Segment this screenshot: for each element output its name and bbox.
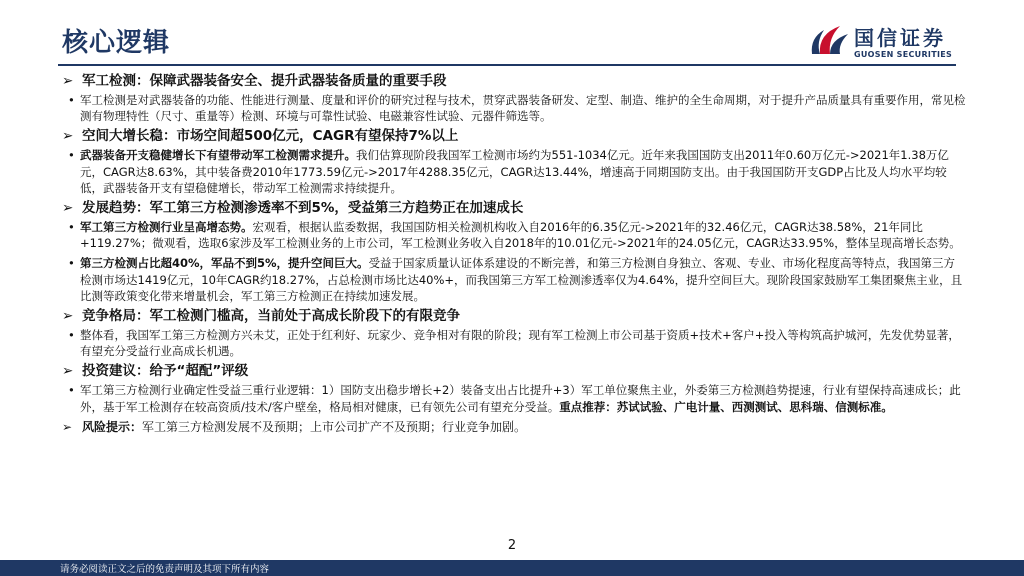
bullet-dot-icon: • [68, 328, 75, 343]
footer-bar [0, 560, 1024, 576]
bullet-lead: 武器装备开支稳健增长下有望带动军工检测需求提升。 [80, 148, 356, 163]
section-title: 军工检测：保障武器装备安全、提升武器装备质量的重要手段 [82, 73, 447, 89]
bullet-text: 整体看，我国军工第三方检测方兴未艾，正处于红利好、玩家少、竞争相对有限的阶段；现有军工检测上市公司基于资质+技术+客户+投入等构筑高护城河，先发优势显著，有望充分受益行业高成长机遇。 [80, 328, 960, 359]
slide-content [62, 70, 966, 438]
bullet-dot-icon: • [68, 220, 75, 235]
recommended-stocks: 重点推荐：苏试试验、广电计量、西测测试、思科瑞、信测标准。 [559, 399, 893, 414]
page-number: 2 [507, 538, 517, 553]
bullet-item [62, 92, 966, 124]
bullet-item [62, 255, 966, 304]
bullet-dot-icon: • [68, 148, 75, 163]
bullet-dot-icon: • [68, 383, 75, 398]
risk-heading: 风险提示： [82, 419, 143, 434]
header-divider [58, 64, 956, 66]
bullet-text: 我们估算现阶段我国军工检测市场约为551-1034亿元。近年来我国国防支出2011年0.60万亿元->2021年1.38万亿元，CAGR达8.63%，其中装备费2010年1773.59亿元->2017年4288.35亿元，CAGR达13.44%，增速高于同期国防支出。由于我国国防开支GDP占比及人均水平均较低，武器装备开支有望稳健增长，带动军工检测需求持续提升。 [80, 148, 949, 195]
bullet-dot-icon: • [68, 256, 75, 271]
arrow-right-icon: ➢ [62, 73, 74, 89]
section-title: 投资建议：给予“超配”评级 [82, 363, 249, 380]
section-heading [62, 363, 966, 380]
bullet-item [62, 147, 966, 196]
bullet-text: 军工检测是对武器装备的功能、性能进行测量、度量和评价的研究过程与技术，贯穿武器装备研发、定型、制造、维护的全生命周期，对于提升产品质量具有重要作用，常见检测有物理特性（尺寸、重量等）检测、环境与可靠性试验、电磁兼容性试验、元器件筛选等。 [80, 93, 966, 124]
arrow-right-icon: ➢ [62, 363, 74, 380]
bullet-text: 受益于国家质量认证体系建设的不断完善，和第三方检测自身独立、客观、专业、市场化程度高等特点，我国第三方检测市场达1419亿元，10年CAGR约18.27%，占总检测市场比达40%+，而我国第三方军工检测渗透率仅为4.64%，提升空间巨大。现阶段国家鼓励军工集团聚焦主业，且比测等政策变化带来增量机会，军工第三方检测正在持续加速发展。 [80, 256, 963, 303]
arrow-right-icon: ➢ [62, 308, 74, 325]
bullet-lead: 第三方检测占比超40%，军品不到5%，提升空间巨大。 [80, 256, 369, 271]
arrow-right-icon: ➢ [62, 419, 73, 434]
section-title: 竞争格局：军工检测门槛高，当前处于高成长阶段下的有限竞争 [82, 308, 460, 325]
bullet-lead: 军工第三方检测行业呈高增态势。 [80, 220, 253, 235]
guosen-logo-icon [806, 20, 850, 60]
bullet-item [62, 382, 966, 414]
bullet-item [62, 219, 966, 251]
bullet-dot-icon: • [68, 93, 75, 107]
section-title: 发展趋势：军工第三方检测渗透率不到5%，受益第三方趋势正在加速成长 [82, 200, 524, 217]
section-heading [62, 73, 966, 90]
bullet-text: 宏观看，根据认监委数据，我国国防相关检测机构收入自2016年的6.35亿元->2021年的32.46亿元，CAGR达38.58%，21年同比+119.27%；微观看，选取6家涉及军工检测业务的上市公司，军工检测业务收入自2018年的10.01亿元->2021年的24.05亿元，CAGR达33.95%，整体呈现高增长态势。 [80, 220, 961, 251]
risk-section [62, 419, 966, 436]
brand-name-en: GUOSEN SECURITIES [854, 50, 953, 59]
section-heading [62, 200, 966, 217]
risk-text: 军工第三方检测发展不及预期；上市公司扩产不及预期；行业竞争加剧。 [142, 419, 527, 434]
bullet-text: 军工第三方检测行业确定性受益三重行业逻辑：1）国防支出稳步增长+2）装备支出占比提升+3）军工单位聚焦主业，外委第三方检测趋势提速，行业有望保持高速成长；此外，基于军工检测存在较高资质/技术/客户壁垒，格局相对健康，已有领先公司有望充分受益。 [80, 383, 961, 414]
bullet-item [62, 327, 966, 359]
section-heading [62, 128, 966, 145]
section-title: 空间大增长稳：市场空间超500亿元，CAGR有望保持7%以上 [82, 128, 459, 145]
page-title: 核心逻辑 [62, 28, 171, 58]
section-heading [62, 308, 966, 325]
arrow-right-icon: ➢ [62, 128, 74, 145]
brand-logo [806, 20, 978, 64]
brand-name-cn: 国信证券 [854, 26, 946, 50]
arrow-right-icon: ➢ [62, 200, 74, 217]
disclaimer-text: 请务必阅读正文之后的免责声明及其项下所有内容 [60, 564, 270, 575]
